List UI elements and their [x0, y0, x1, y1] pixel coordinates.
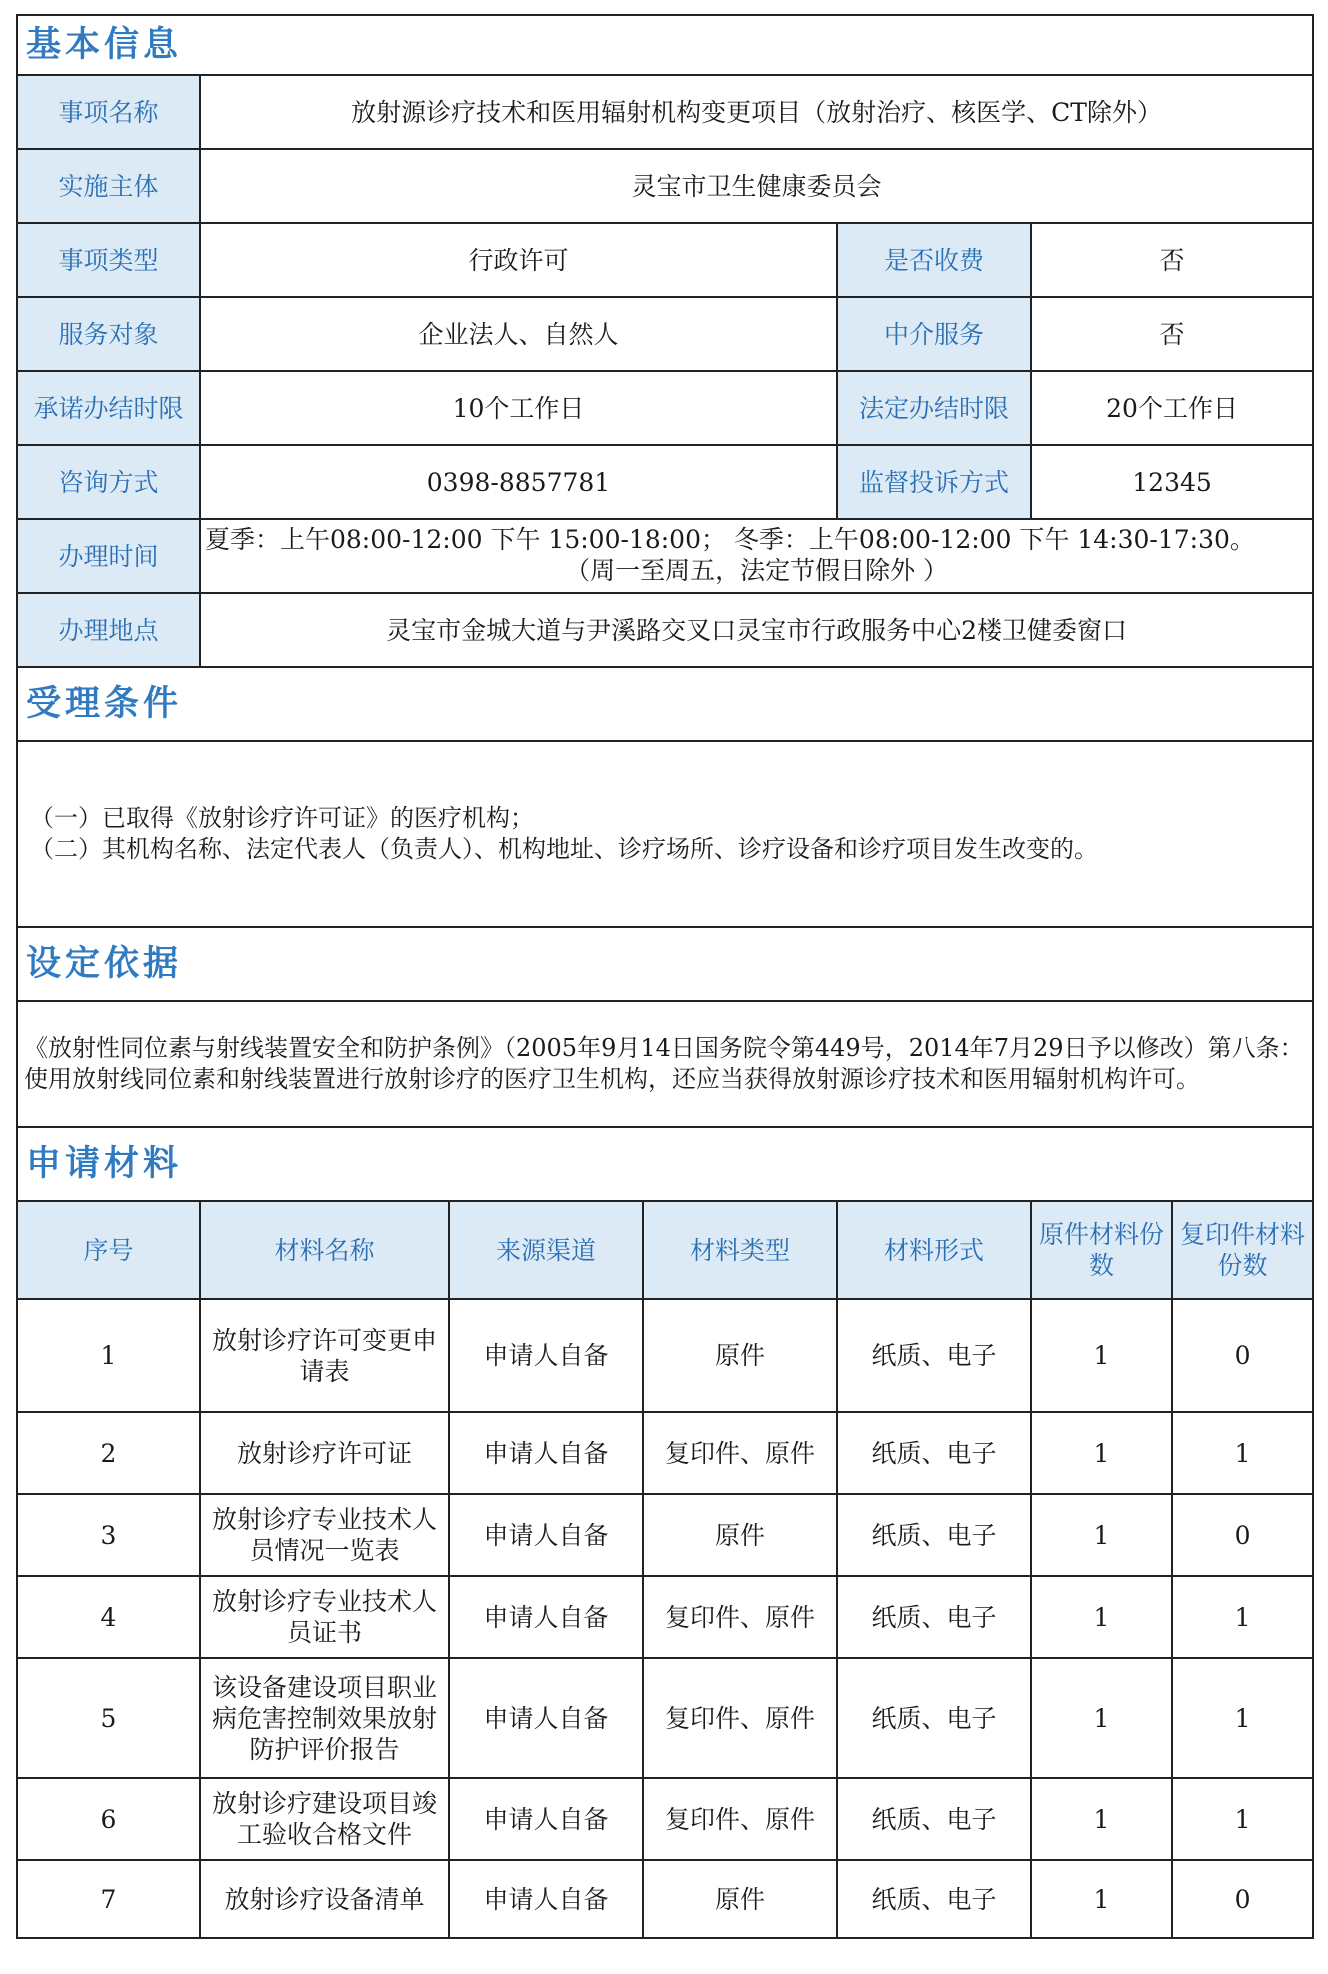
- material-copy-count: 1: [1172, 1412, 1313, 1494]
- material-copy-count: 1: [1172, 1778, 1313, 1860]
- item-type-label: 事项类型: [17, 223, 200, 297]
- material-row: [17, 1412, 1313, 1494]
- material-copy-count: 1: [1172, 1576, 1313, 1658]
- office-hours-label: 办理时间: [17, 519, 200, 593]
- material-original-count: 1: [1031, 1412, 1172, 1494]
- complaint-phone[interactable]: 12345: [1031, 445, 1313, 519]
- material-type: 原件: [643, 1494, 837, 1576]
- complaint-label: 监督投诉方式: [837, 445, 1031, 519]
- material-name: 放射诊疗设备清单: [200, 1860, 449, 1938]
- material-original-count: 1: [1031, 1299, 1172, 1412]
- col-header-source: 来源渠道: [449, 1201, 643, 1299]
- material-type: 复印件、原件: [643, 1658, 837, 1778]
- material-source: 申请人自备: [449, 1299, 643, 1412]
- material-type: 复印件、原件: [643, 1778, 837, 1860]
- material-copy-count: 0: [1172, 1860, 1313, 1938]
- material-form: 纸质、电子: [837, 1412, 1031, 1494]
- office-hours-value: [200, 519, 1313, 593]
- material-original-count: 1: [1031, 1778, 1172, 1860]
- material-row: [17, 1576, 1313, 1658]
- col-header-material-name: 材料名称: [200, 1201, 449, 1299]
- material-original-count: 1: [1031, 1494, 1172, 1576]
- material-row: [17, 1299, 1313, 1412]
- material-source: 申请人自备: [449, 1494, 643, 1576]
- material-row: [17, 1494, 1313, 1576]
- material-original-count: 1: [1031, 1576, 1172, 1658]
- promise-deadline-value: 10个工作日: [200, 371, 837, 445]
- col-header-material-form: 材料形式: [837, 1201, 1031, 1299]
- service-guide-sheet: [16, 14, 1312, 1939]
- condition-line-2: （二）其机构名称、法定代表人（负责人）、机构地址、诊疗场所、诊疗设备和诊疗项目发生改变的。: [30, 835, 1098, 863]
- material-copy-count: 0: [1172, 1494, 1313, 1576]
- office-hours-line1: 夏季：上午08:00-12:00 下午 15:00-18:00； 冬季：上午08:00-12:00 下午 14:30-17:30。: [205, 525, 1255, 554]
- agency-service-label: 中介服务: [837, 297, 1031, 371]
- material-index: 1: [17, 1299, 200, 1412]
- material-source: 申请人自备: [449, 1860, 643, 1938]
- material-type: 原件: [643, 1860, 837, 1938]
- office-hours-line2: （周一至周五，法定节假日除外 ）: [565, 556, 949, 585]
- section-title-materials: 申请材料: [17, 1127, 1313, 1201]
- service-target-label: 服务对象: [17, 297, 200, 371]
- office-address-value: 灵宝市金城大道与尹溪路交叉口灵宝市行政服务中心2楼卫健委窗口: [200, 593, 1313, 667]
- material-original-count: 1: [1031, 1658, 1172, 1778]
- service-target-value: 企业法人、自然人: [200, 297, 837, 371]
- legal-deadline-label: 法定办结时限: [837, 371, 1031, 445]
- item-name-label: 事项名称: [17, 75, 200, 149]
- conditions-text: [17, 741, 1313, 927]
- material-row: [17, 1860, 1313, 1938]
- col-header-original-count: 原件材料份数: [1031, 1201, 1172, 1299]
- agency-service-value: 否: [1031, 297, 1313, 371]
- material-name: 放射诊疗许可证: [200, 1412, 449, 1494]
- material-copy-count: 0: [1172, 1299, 1313, 1412]
- material-index: 5: [17, 1658, 200, 1778]
- material-index: 7: [17, 1860, 200, 1938]
- col-header-material-type: 材料类型: [643, 1201, 837, 1299]
- material-name: 放射诊疗专业技术人员情况一览表: [200, 1494, 449, 1576]
- material-row: [17, 1658, 1313, 1778]
- office-address-label: 办理地点: [17, 593, 200, 667]
- section-title-conditions: 受理条件: [17, 667, 1313, 741]
- section-title-legal-basis: 设定依据: [17, 927, 1313, 1001]
- material-type: 复印件、原件: [643, 1576, 837, 1658]
- item-name-value: 放射源诊疗技术和医用辐射机构变更项目（放射治疗、核医学、CT除外）: [200, 75, 1313, 149]
- service-guide-table: [16, 14, 1314, 1939]
- material-copy-count: 1: [1172, 1658, 1313, 1778]
- fee-label: 是否收费: [837, 223, 1031, 297]
- item-type-value: 行政许可: [200, 223, 837, 297]
- legal-basis-text: 《放射性同位素与射线装置安全和防护条例》（2005年9月14日国务院令第449号，2014年7月29日予以修改）第八条：使用放射线同位素和射线装置进行放射诊疗的医疗卫生机构，还应当获得放射源诊疗技术和医用辐射机构许可。: [17, 1001, 1313, 1127]
- material-index: 4: [17, 1576, 200, 1658]
- subject-value: 灵宝市卫生健康委员会: [200, 149, 1313, 223]
- material-type: 原件: [643, 1299, 837, 1412]
- col-header-copy-count: 复印件材料份数: [1172, 1201, 1313, 1299]
- material-source: 申请人自备: [449, 1576, 643, 1658]
- material-index: 2: [17, 1412, 200, 1494]
- section-title-basic-info: 基本信息: [17, 15, 1313, 75]
- col-header-index: 序号: [17, 1201, 200, 1299]
- material-index: 3: [17, 1494, 200, 1576]
- legal-deadline-value: 20个工作日: [1031, 371, 1313, 445]
- consult-phone[interactable]: 0398-8857781: [200, 445, 837, 519]
- material-name: 该设备建设项目职业病危害控制效果放射防护评价报告: [200, 1658, 449, 1778]
- material-source: 申请人自备: [449, 1658, 643, 1778]
- fee-value: 否: [1031, 223, 1313, 297]
- material-form: 纸质、电子: [837, 1299, 1031, 1412]
- material-form: 纸质、电子: [837, 1494, 1031, 1576]
- material-form: 纸质、电子: [837, 1658, 1031, 1778]
- material-index: 6: [17, 1778, 200, 1860]
- material-form: 纸质、电子: [837, 1576, 1031, 1658]
- material-name: 放射诊疗建设项目竣工验收合格文件: [200, 1778, 449, 1860]
- subject-label: 实施主体: [17, 149, 200, 223]
- condition-line-1: （一）已取得《放射诊疗许可证》的医疗机构；: [30, 804, 534, 832]
- material-form: 纸质、电子: [837, 1860, 1031, 1938]
- consult-label: 咨询方式: [17, 445, 200, 519]
- material-form: 纸质、电子: [837, 1778, 1031, 1860]
- material-name: 放射诊疗专业技术人员证书: [200, 1576, 449, 1658]
- materials-header-row: [17, 1201, 1313, 1299]
- material-name: 放射诊疗许可变更申请表: [200, 1299, 449, 1412]
- material-source: 申请人自备: [449, 1412, 643, 1494]
- promise-deadline-label: 承诺办结时限: [17, 371, 200, 445]
- material-type: 复印件、原件: [643, 1412, 837, 1494]
- material-source: 申请人自备: [449, 1778, 643, 1860]
- material-row: [17, 1778, 1313, 1860]
- material-original-count: 1: [1031, 1860, 1172, 1938]
